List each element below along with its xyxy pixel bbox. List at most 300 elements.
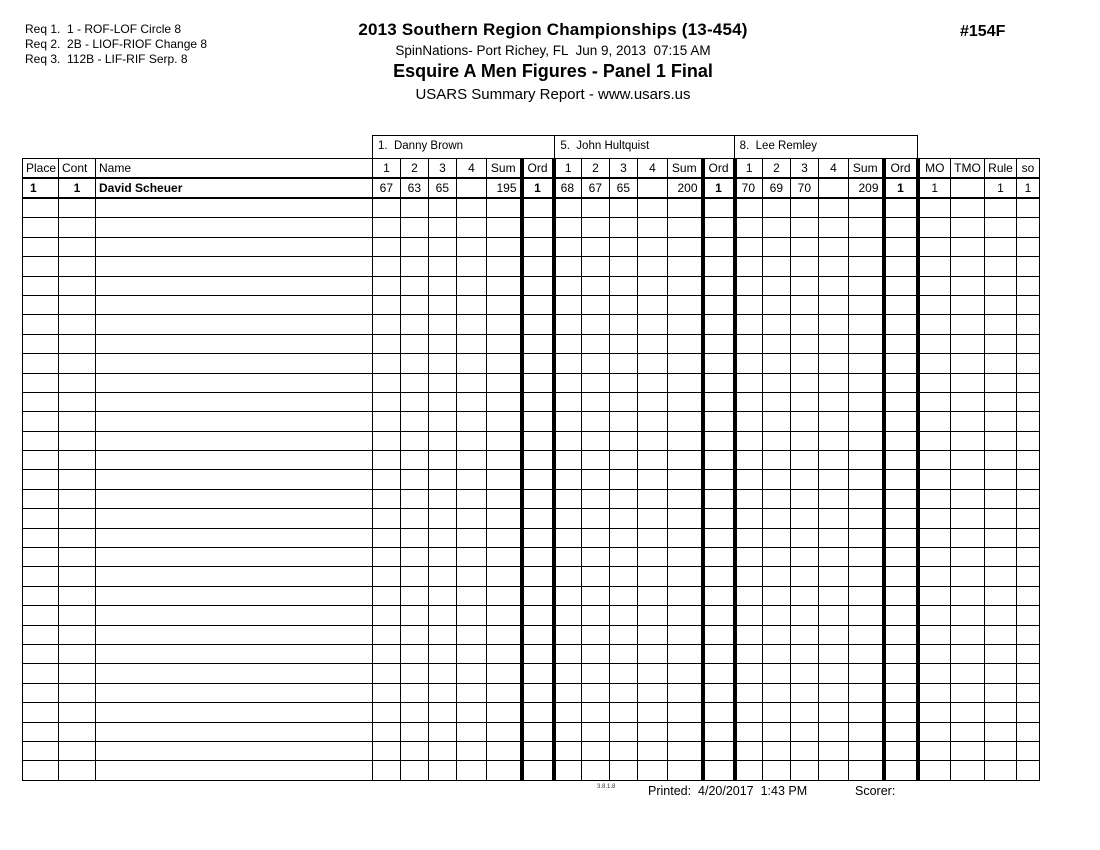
- empty-cell: [554, 683, 582, 702]
- empty-cell: [951, 257, 985, 276]
- empty-cell: [554, 451, 582, 470]
- empty-cell: [668, 354, 703, 373]
- empty-cell: [638, 470, 668, 489]
- empty-cell: [703, 625, 735, 644]
- empty-cell: [429, 257, 457, 276]
- empty-cell: [582, 451, 610, 470]
- empty-cell: [918, 509, 951, 528]
- empty-cell: [791, 683, 819, 702]
- empty-cell: [791, 644, 819, 663]
- empty-cell: [96, 257, 373, 276]
- empty-cell: [373, 586, 401, 605]
- empty-cell: [23, 586, 59, 605]
- name-cell: David Scheuer: [96, 178, 373, 198]
- col-header-name: Name: [96, 159, 373, 179]
- empty-cell: [918, 451, 951, 470]
- empty-cell: [457, 470, 487, 489]
- empty-cell: [668, 741, 703, 760]
- empty-cell: [96, 276, 373, 295]
- empty-cell: [735, 198, 763, 218]
- empty-cell: [429, 451, 457, 470]
- empty-cell: [554, 489, 582, 508]
- requirement-line-3: Req 3. 112B - LIF-RIF Serp. 8: [25, 52, 188, 66]
- empty-cell: [610, 644, 638, 663]
- empty-cell: [554, 237, 582, 256]
- empty-cell: [610, 198, 638, 218]
- col-header-j1-ord: Ord: [522, 159, 554, 179]
- empty-cell: [985, 664, 1017, 683]
- empty-cell: [373, 625, 401, 644]
- empty-cell: [59, 489, 96, 508]
- empty-cell: [554, 392, 582, 411]
- empty-cell: [951, 237, 985, 256]
- empty-cell: [951, 451, 985, 470]
- empty-cell: [401, 276, 429, 295]
- j1-score2-cell: 63: [401, 178, 429, 198]
- requirement-line-2: Req 2. 2B - LIOF-RIOF Change 8: [25, 37, 208, 51]
- empty-cell: [951, 295, 985, 314]
- empty-cell: [429, 354, 457, 373]
- empty-cell: [735, 276, 763, 295]
- empty-cell: [457, 548, 487, 567]
- empty-cell: [763, 664, 791, 683]
- empty-cell: [487, 373, 522, 392]
- empty-cell: [401, 664, 429, 683]
- footer-scorer-label: Scorer:: [855, 784, 896, 798]
- empty-cell: [23, 373, 59, 392]
- empty-cell: [791, 703, 819, 722]
- empty-cell: [951, 644, 985, 663]
- empty-cell: [59, 567, 96, 586]
- empty-cell: [373, 470, 401, 489]
- j3-score3-cell: 70: [791, 178, 819, 198]
- empty-cell: [401, 741, 429, 760]
- empty-cell: [668, 489, 703, 508]
- empty-cell: [23, 354, 59, 373]
- table-row-empty: [23, 528, 1040, 547]
- empty-cell: [703, 373, 735, 392]
- empty-cell: [401, 392, 429, 411]
- empty-cell: [487, 664, 522, 683]
- empty-cell: [59, 548, 96, 567]
- empty-cell: [554, 354, 582, 373]
- empty-cell: [429, 683, 457, 702]
- empty-cell: [985, 567, 1017, 586]
- empty-cell: [918, 431, 951, 450]
- empty-cell: [735, 392, 763, 411]
- empty-cell: [735, 315, 763, 334]
- empty-cell: [554, 509, 582, 528]
- venue-date-line: SpinNations- Port Richey, FL Jun 9, 2013 07:15 AM: [395, 43, 711, 58]
- judges-header-row: [372, 135, 918, 158]
- empty-cell: [985, 470, 1017, 489]
- empty-cell: [951, 606, 985, 625]
- empty-cell: [791, 431, 819, 450]
- empty-cell: [401, 509, 429, 528]
- empty-cell: [96, 489, 373, 508]
- judge-name-1: 1. Danny Brown: [378, 140, 464, 152]
- empty-cell: [951, 276, 985, 295]
- table-row-empty: [23, 664, 1040, 683]
- empty-cell: [373, 548, 401, 567]
- empty-cell: [582, 489, 610, 508]
- empty-cell: [791, 218, 819, 237]
- empty-cell: [487, 257, 522, 276]
- col-header-place: Place: [23, 159, 59, 179]
- empty-cell: [735, 295, 763, 314]
- empty-cell: [582, 683, 610, 702]
- empty-cell: [373, 489, 401, 508]
- empty-cell: [96, 664, 373, 683]
- empty-cell: [522, 548, 554, 567]
- empty-cell: [582, 509, 610, 528]
- empty-cell: [429, 644, 457, 663]
- empty-cell: [522, 354, 554, 373]
- empty-cell: [884, 664, 918, 683]
- empty-cell: [951, 198, 985, 218]
- empty-cell: [373, 431, 401, 450]
- empty-cell: [638, 392, 668, 411]
- j1-score1-cell: 67: [373, 178, 401, 198]
- empty-cell: [763, 315, 791, 334]
- empty-cell: [582, 644, 610, 663]
- empty-cell: [59, 761, 96, 780]
- empty-cell: [401, 257, 429, 276]
- empty-cell: [668, 606, 703, 625]
- empty-cell: [884, 237, 918, 256]
- empty-cell: [401, 625, 429, 644]
- empty-cell: [703, 431, 735, 450]
- empty-cell: [96, 198, 373, 218]
- empty-cell: [703, 276, 735, 295]
- empty-cell: [59, 392, 96, 411]
- empty-cell: [23, 664, 59, 683]
- table-row-empty: [23, 586, 1040, 605]
- empty-cell: [487, 567, 522, 586]
- empty-cell: [849, 218, 884, 237]
- empty-cell: [59, 276, 96, 295]
- empty-cell: [763, 528, 791, 547]
- empty-cell: [1017, 218, 1040, 237]
- empty-cell: [638, 761, 668, 780]
- empty-cell: [59, 198, 96, 218]
- empty-cell: [554, 548, 582, 567]
- empty-cell: [59, 586, 96, 605]
- empty-cell: [401, 412, 429, 431]
- empty-cell: [638, 334, 668, 353]
- empty-cell: [985, 644, 1017, 663]
- empty-cell: [849, 625, 884, 644]
- empty-cell: [951, 722, 985, 741]
- empty-cell: [96, 567, 373, 586]
- empty-cell: [96, 548, 373, 567]
- table-row-empty: [23, 334, 1040, 353]
- empty-cell: [522, 664, 554, 683]
- empty-cell: [985, 276, 1017, 295]
- empty-cell: [487, 683, 522, 702]
- empty-cell: [457, 392, 487, 411]
- empty-cell: [791, 741, 819, 760]
- empty-cell: [487, 625, 522, 644]
- empty-cell: [96, 625, 373, 644]
- empty-cell: [951, 683, 985, 702]
- empty-cell: [401, 315, 429, 334]
- empty-cell: [951, 703, 985, 722]
- championship-title: 2013 Southern Region Championships (13-454): [358, 20, 748, 39]
- empty-cell: [1017, 567, 1040, 586]
- empty-cell: [23, 334, 59, 353]
- empty-cell: [819, 664, 849, 683]
- table-row-empty: [23, 625, 1040, 644]
- empty-cell: [763, 451, 791, 470]
- col-header-rule: Rule: [985, 159, 1017, 179]
- table-row-empty: [23, 567, 1040, 586]
- empty-cell: [791, 567, 819, 586]
- empty-cell: [763, 625, 791, 644]
- empty-cell: [429, 470, 457, 489]
- empty-cell: [951, 392, 985, 411]
- empty-cell: [849, 489, 884, 508]
- empty-cell: [429, 373, 457, 392]
- empty-cell: [884, 470, 918, 489]
- empty-cell: [951, 664, 985, 683]
- empty-cell: [457, 315, 487, 334]
- empty-cell: [96, 741, 373, 760]
- empty-cell: [849, 509, 884, 528]
- empty-cell: [918, 392, 951, 411]
- empty-cell: [918, 412, 951, 431]
- j2-score3-cell: 65: [610, 178, 638, 198]
- empty-cell: [23, 625, 59, 644]
- empty-cell: [763, 741, 791, 760]
- empty-cell: [918, 354, 951, 373]
- empty-cell: [668, 664, 703, 683]
- empty-cell: [819, 548, 849, 567]
- empty-cell: [985, 528, 1017, 547]
- empty-cell: [735, 548, 763, 567]
- tmo-cell: [951, 178, 985, 198]
- empty-cell: [429, 761, 457, 780]
- empty-cell: [735, 683, 763, 702]
- rule-cell: 1: [985, 178, 1017, 198]
- empty-cell: [638, 683, 668, 702]
- empty-cell: [582, 218, 610, 237]
- col-header-mo: MO: [918, 159, 951, 179]
- empty-cell: [401, 683, 429, 702]
- empty-cell: [522, 276, 554, 295]
- empty-cell: [457, 567, 487, 586]
- empty-cell: [791, 528, 819, 547]
- empty-cell: [582, 237, 610, 256]
- col-header-j2-ord: Ord: [703, 159, 735, 179]
- empty-cell: [23, 761, 59, 780]
- empty-cell: [1017, 392, 1040, 411]
- empty-cell: [884, 703, 918, 722]
- empty-cell: [96, 644, 373, 663]
- empty-cell: [668, 761, 703, 780]
- empty-cell: [610, 761, 638, 780]
- empty-cell: [668, 683, 703, 702]
- empty-cell: [735, 761, 763, 780]
- table-header-row: [23, 159, 1040, 179]
- empty-cell: [849, 257, 884, 276]
- empty-cell: [582, 354, 610, 373]
- empty-cell: [1017, 509, 1040, 528]
- table-row-empty: [23, 276, 1040, 295]
- empty-cell: [610, 741, 638, 760]
- empty-cell: [401, 354, 429, 373]
- empty-cell: [582, 276, 610, 295]
- empty-cell: [59, 664, 96, 683]
- empty-cell: [763, 392, 791, 411]
- empty-cell: [457, 354, 487, 373]
- empty-cell: [554, 644, 582, 663]
- table-row-empty: [23, 489, 1040, 508]
- empty-cell: [554, 276, 582, 295]
- col-header-j2-sum: Sum: [668, 159, 703, 179]
- empty-cell: [849, 431, 884, 450]
- col-header-j2-score1: 1: [554, 159, 582, 179]
- empty-cell: [638, 606, 668, 625]
- empty-cell: [819, 237, 849, 256]
- empty-cell: [522, 644, 554, 663]
- empty-cell: [918, 664, 951, 683]
- empty-cell: [23, 683, 59, 702]
- empty-cell: [763, 431, 791, 450]
- empty-cell: [522, 392, 554, 411]
- empty-cell: [96, 392, 373, 411]
- empty-cell: [373, 354, 401, 373]
- empty-cell: [554, 703, 582, 722]
- empty-cell: [23, 392, 59, 411]
- col-header-j3-sum: Sum: [849, 159, 884, 179]
- empty-cell: [457, 334, 487, 353]
- empty-cell: [96, 431, 373, 450]
- empty-cell: [918, 257, 951, 276]
- footer-version-number: 3.8.1.8: [597, 784, 616, 790]
- empty-cell: [763, 295, 791, 314]
- empty-cell: [918, 761, 951, 780]
- empty-cell: [610, 354, 638, 373]
- empty-cell: [763, 509, 791, 528]
- empty-cell: [985, 548, 1017, 567]
- empty-cell: [985, 218, 1017, 237]
- empty-cell: [23, 276, 59, 295]
- empty-cell: [23, 703, 59, 722]
- empty-cell: [522, 703, 554, 722]
- empty-cell: [918, 567, 951, 586]
- empty-cell: [59, 315, 96, 334]
- empty-cell: [918, 218, 951, 237]
- empty-cell: [703, 198, 735, 218]
- empty-cell: [791, 257, 819, 276]
- empty-cell: [819, 761, 849, 780]
- empty-cell: [457, 722, 487, 741]
- empty-cell: [487, 741, 522, 760]
- empty-cell: [23, 431, 59, 450]
- empty-cell: [668, 644, 703, 663]
- empty-cell: [849, 528, 884, 547]
- empty-cell: [610, 509, 638, 528]
- empty-cell: [457, 451, 487, 470]
- empty-cell: [1017, 703, 1040, 722]
- empty-cell: [849, 198, 884, 218]
- empty-cell: [457, 664, 487, 683]
- empty-cell: [554, 528, 582, 547]
- empty-cell: [703, 295, 735, 314]
- table-row-empty: [23, 644, 1040, 663]
- empty-cell: [985, 451, 1017, 470]
- empty-cell: [951, 218, 985, 237]
- empty-cell: [582, 625, 610, 644]
- j3-sum-cell: 209: [849, 178, 884, 198]
- empty-cell: [703, 257, 735, 276]
- empty-cell: [791, 489, 819, 508]
- empty-cell: [951, 625, 985, 644]
- empty-cell: [554, 567, 582, 586]
- col-header-j3-ord: Ord: [884, 159, 918, 179]
- place-cell: 1: [23, 178, 59, 198]
- empty-cell: [985, 237, 1017, 256]
- empty-cell: [735, 431, 763, 450]
- empty-cell: [582, 431, 610, 450]
- empty-cell: [23, 741, 59, 760]
- empty-cell: [791, 451, 819, 470]
- empty-cell: [918, 606, 951, 625]
- empty-cell: [638, 412, 668, 431]
- empty-cell: [638, 567, 668, 586]
- empty-cell: [791, 761, 819, 780]
- empty-cell: [791, 315, 819, 334]
- empty-cell: [638, 276, 668, 295]
- empty-cell: [985, 606, 1017, 625]
- empty-cell: [849, 586, 884, 605]
- empty-cell: [554, 625, 582, 644]
- empty-cell: [373, 315, 401, 334]
- col-header-j3-score1: 1: [735, 159, 763, 179]
- empty-cell: [373, 412, 401, 431]
- empty-cell: [849, 295, 884, 314]
- empty-cell: [849, 703, 884, 722]
- empty-cell: [554, 606, 582, 625]
- empty-cell: [1017, 470, 1040, 489]
- empty-cell: [554, 198, 582, 218]
- empty-cell: [373, 606, 401, 625]
- empty-cell: [1017, 276, 1040, 295]
- empty-cell: [884, 528, 918, 547]
- empty-cell: [610, 722, 638, 741]
- table-row-empty: [23, 703, 1040, 722]
- empty-cell: [763, 218, 791, 237]
- empty-cell: [849, 392, 884, 411]
- empty-cell: [373, 257, 401, 276]
- empty-cell: [735, 373, 763, 392]
- empty-cell: [918, 625, 951, 644]
- empty-cell: [819, 722, 849, 741]
- empty-cell: [763, 644, 791, 663]
- empty-cell: [457, 528, 487, 547]
- empty-cell: [401, 237, 429, 256]
- judge-name-3: 8. Lee Remley: [734, 136, 917, 158]
- empty-cell: [735, 257, 763, 276]
- j2-sum-cell: 200: [668, 178, 703, 198]
- so-cell: 1: [1017, 178, 1040, 198]
- empty-cell: [96, 703, 373, 722]
- empty-cell: [522, 295, 554, 314]
- empty-cell: [819, 509, 849, 528]
- empty-cell: [638, 489, 668, 508]
- empty-cell: [610, 295, 638, 314]
